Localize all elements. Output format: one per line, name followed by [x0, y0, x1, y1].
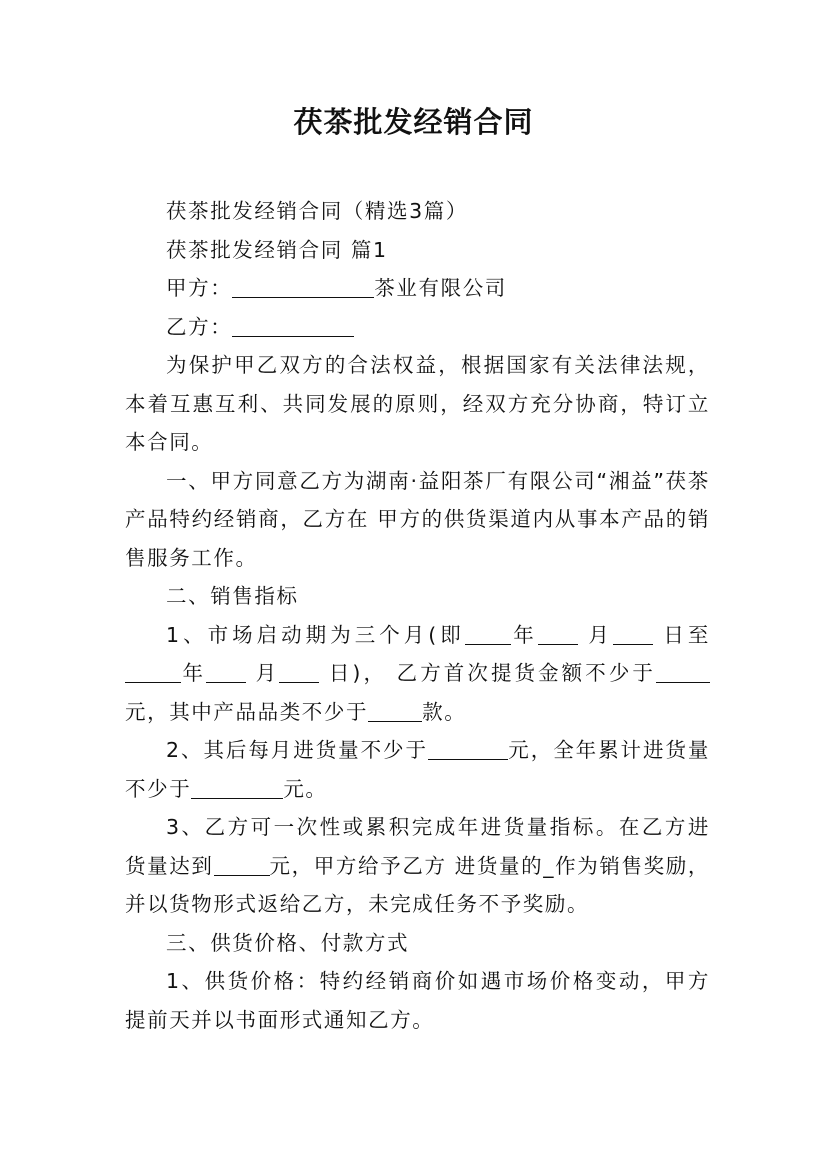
section-heading: 茯茶批发经销合同 篇1: [166, 237, 388, 262]
document-subtitle: 茯茶批发经销合同（精选3篇）: [166, 199, 468, 223]
clause-2-3-paragraph: 3、乙方可一次性或累积完成年进货量指标。在乙方进货量达到 元，甲方给予乙方 进货量的_作为销售奖励，并以货物形式返给乙方，未完成任务不予奖励。: [125, 815, 710, 916]
day-blank: [613, 623, 653, 645]
party-a-suffix: 茶业有限公司: [374, 276, 507, 300]
end-day-blank: [279, 662, 319, 684]
clause-2-2-paragraph: 2、其后每月进货量不少于 元，全年累计进货量不少于 元。: [125, 738, 710, 801]
annual-volume-blank: [191, 777, 283, 799]
clause-3-heading: 三、供货价格、付款方式: [166, 930, 410, 955]
year-blank: [465, 623, 511, 645]
end-year-blank: [125, 662, 181, 684]
party-a-blank: [232, 277, 374, 299]
party-a-label: 甲方：: [166, 276, 233, 300]
clause-3-1-paragraph: 1、供货价格：特约经销商价如遇市场价格变动，甲方提前天并以书面形式通知乙方。: [125, 969, 710, 1032]
document-body: [125, 192, 710, 1039]
document-title: 茯茶批发经销合同: [293, 105, 534, 139]
month-blank: [538, 623, 578, 645]
clause-2-1-paragraph: 1、市场启动期为三个月(即 年 月 日至年 月 日)， 乙方首次提货金额不少于元，其中产品品类不少于 款。: [125, 622, 711, 724]
first-order-amount-blank: [656, 662, 710, 684]
clause-2-heading: 二、销售指标: [166, 584, 299, 608]
party-b-label: 乙方：: [166, 314, 233, 339]
clause-1-paragraph: 一、甲方同意乙方为湖南·益阳茶厂有限公司“湘益”茯茶产品特约经销商，乙方在 甲方的供货渠道内从事本产品的销售服务工作。: [125, 468, 710, 570]
party-b-line: [125, 308, 710, 347]
reward-threshold-blank: [214, 854, 270, 876]
preamble-paragraph: 为保护甲乙双方的合法权益，根据国家有关法律法规，本着互惠互利、共同发展的原则，经双方充分协商，特订立本合同。: [125, 353, 710, 454]
party-a-line: [125, 269, 710, 308]
party-b-blank: [232, 315, 354, 337]
product-count-blank: [368, 700, 422, 722]
monthly-volume-blank: [428, 739, 508, 761]
end-month-blank: [206, 662, 246, 684]
